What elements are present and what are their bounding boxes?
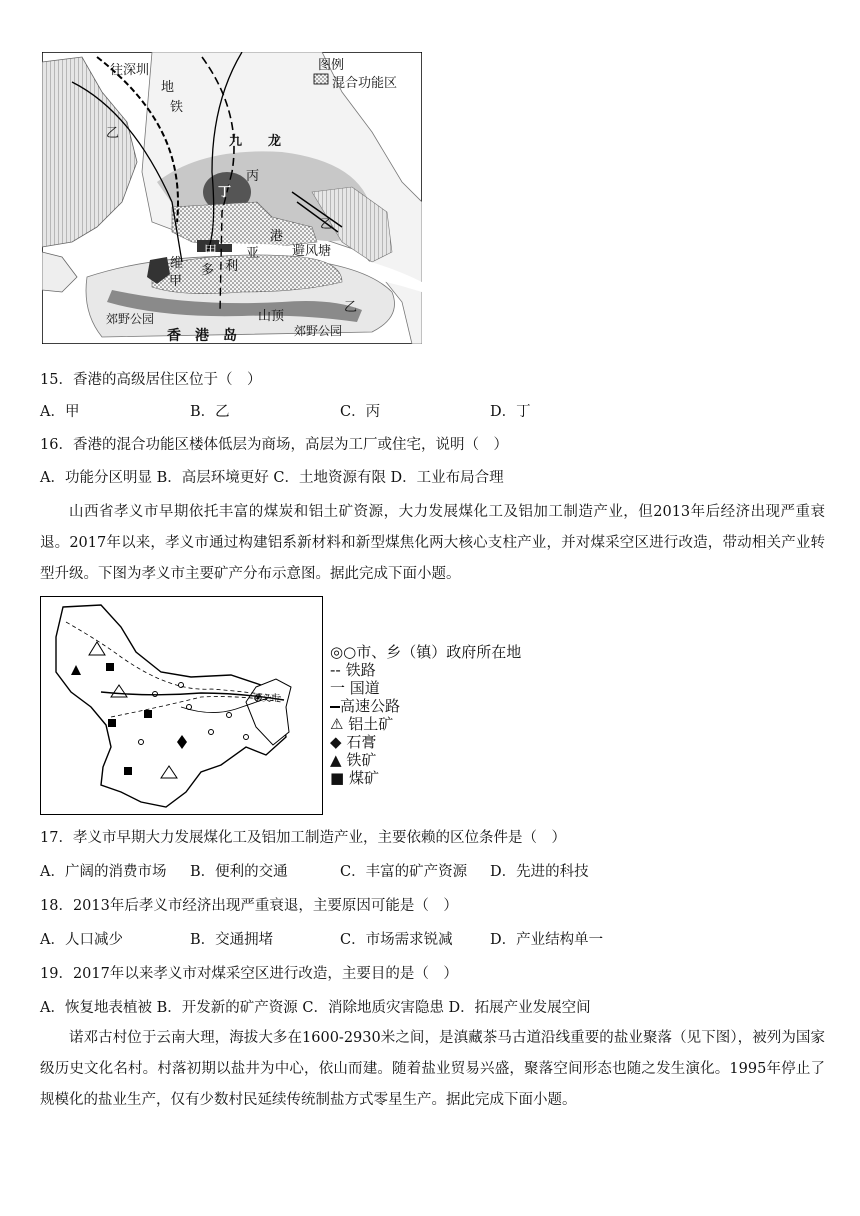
legend-item-expressway: 高速公路: [330, 697, 400, 715]
label-country-park-east: 郊野公园: [294, 324, 343, 338]
label-jiu: 九: [229, 134, 243, 149]
legend-item-bauxite: ⚠ 铝土矿: [330, 715, 394, 733]
legend-item-government: ◎○市、乡（镇）政府所在地: [330, 643, 522, 661]
question-17-stem: 17．孝义市早期大力发展煤化工及铝加工制造产业，主要依赖的区位条件是（ ）: [40, 830, 566, 846]
q18-option-d[interactable]: D．产业结构单一: [490, 932, 604, 948]
label-wei: 维: [170, 256, 184, 271]
legend-title: 图例: [318, 58, 345, 73]
label-ya: 亚: [246, 246, 260, 261]
q16-options[interactable]: A．功能分区明显 B．高层环境更好 C．土地资源有限 D．工业布局合理: [40, 470, 504, 486]
legend-mixed-swatch: [314, 74, 328, 84]
label-yi-east: 乙: [320, 217, 334, 232]
label-metro-1: 地: [161, 80, 175, 95]
label-long: 龙: [268, 134, 282, 149]
label-yi-south: 乙: [344, 300, 358, 315]
label-gang: 港: [270, 229, 284, 244]
label-duo: 多: [201, 263, 215, 278]
question-18-stem: 18．2013年后孝义市经济出现严重衰退，主要原因可能是（ ）: [40, 898, 458, 914]
q18-option-b[interactable]: B．交通拥堵: [190, 932, 274, 948]
q15-option-d[interactable]: D．丁: [490, 404, 531, 420]
legend-item-gypsum: ◆ 石膏: [330, 733, 377, 751]
hong-kong-map-graphic: [42, 52, 422, 344]
label-metro-2: 铁: [170, 100, 184, 115]
label-ding: 丁: [218, 185, 232, 200]
legend-item-railway: -- 铁路: [330, 661, 376, 679]
label-jia-2: 甲: [169, 274, 183, 289]
label-yi-west: 乙: [106, 126, 120, 141]
label-country-park-west: 郊野公园: [106, 312, 155, 326]
passage-xiaoyi: 山西省孝义市早期依托丰富的煤炭和铝土矿资源，大力发展煤化工及铝加工制造产业，但2013年后经济出现严重衰退。2017年以来，孝义市通过构建铝系新材料和新型煤焦化两大核心支柱产业，并对煤采空区进行改造，带动相关产业转型升级。下图为孝义市主要矿产分布示意图。据此完成下面小题。: [40, 504, 825, 582]
label-to-shenzhen: 往深圳: [110, 63, 150, 78]
q17-option-d[interactable]: D．先进的科技: [490, 864, 589, 880]
q15-option-b[interactable]: B．乙: [190, 404, 230, 420]
legend-mixed-zone: 混合功能区: [332, 76, 398, 91]
legend-item-iron: ▲ 铁矿: [330, 751, 377, 769]
label-hk-island: 香 港 岛: [167, 328, 237, 344]
legend-item-national-road: 一 国道: [330, 679, 380, 697]
label-the-peak: 山顶: [258, 309, 285, 324]
q19-options[interactable]: A．恢复地表植被 B．开发新的矿产资源 C．消除地质灾害隐患 D．拓展产业发展空间: [40, 1000, 591, 1016]
label-bifengtang: 避风塘: [292, 244, 332, 259]
question-15-stem: 15．香港的高级居住区位于（ ）: [40, 372, 262, 388]
question-16-stem: 16．香港的混合功能区楼体低层为商场，高层为工厂或住宅，说明（ ）: [40, 437, 508, 453]
label-li: 利: [225, 259, 239, 274]
hong-kong-map: [42, 52, 422, 344]
q15-option-a[interactable]: A．甲: [40, 404, 80, 420]
passage-nuodeng: 诺邓古村位于云南大理，海拔大多在1600-2930米之间，是滇藏茶马古道沿线重要的盐业聚落（见下图），被列为国家级历史文化名村。村落初期以盐井为中心，依山而建。随着盐业贸易兴盛，聚落空间形态也随之发生演化。1995年停止了规模化的盐业生产，仅有少数村民延续传统制盐方式零星生产。据此完成下面小题。: [40, 1030, 825, 1108]
legend-item-coal: ■ 煤矿: [330, 769, 379, 787]
question-19-stem: 19．2017年以来孝义市对煤采空区进行改造，主要目的是（ ）: [40, 966, 458, 982]
q17-option-c[interactable]: C．丰富的矿产资源: [340, 864, 468, 880]
q15-option-c[interactable]: C．丙: [340, 404, 381, 420]
q18-option-a[interactable]: A．人口减少: [40, 932, 123, 948]
expressway-line-icon: [330, 706, 340, 708]
q17-option-a[interactable]: A．广阔的消费市场: [40, 864, 167, 880]
xiaoyi-city-label: 孝义市: [253, 694, 281, 704]
q18-option-c[interactable]: C．市场需求锐减: [340, 932, 453, 948]
xiaoyi-map: [40, 596, 323, 815]
label-jia-1: 甲: [204, 244, 218, 259]
label-bing: 丙: [246, 169, 260, 184]
q17-option-b[interactable]: B．便利的交通: [190, 864, 288, 880]
xiaoyi-map-graphic: [41, 597, 321, 813]
